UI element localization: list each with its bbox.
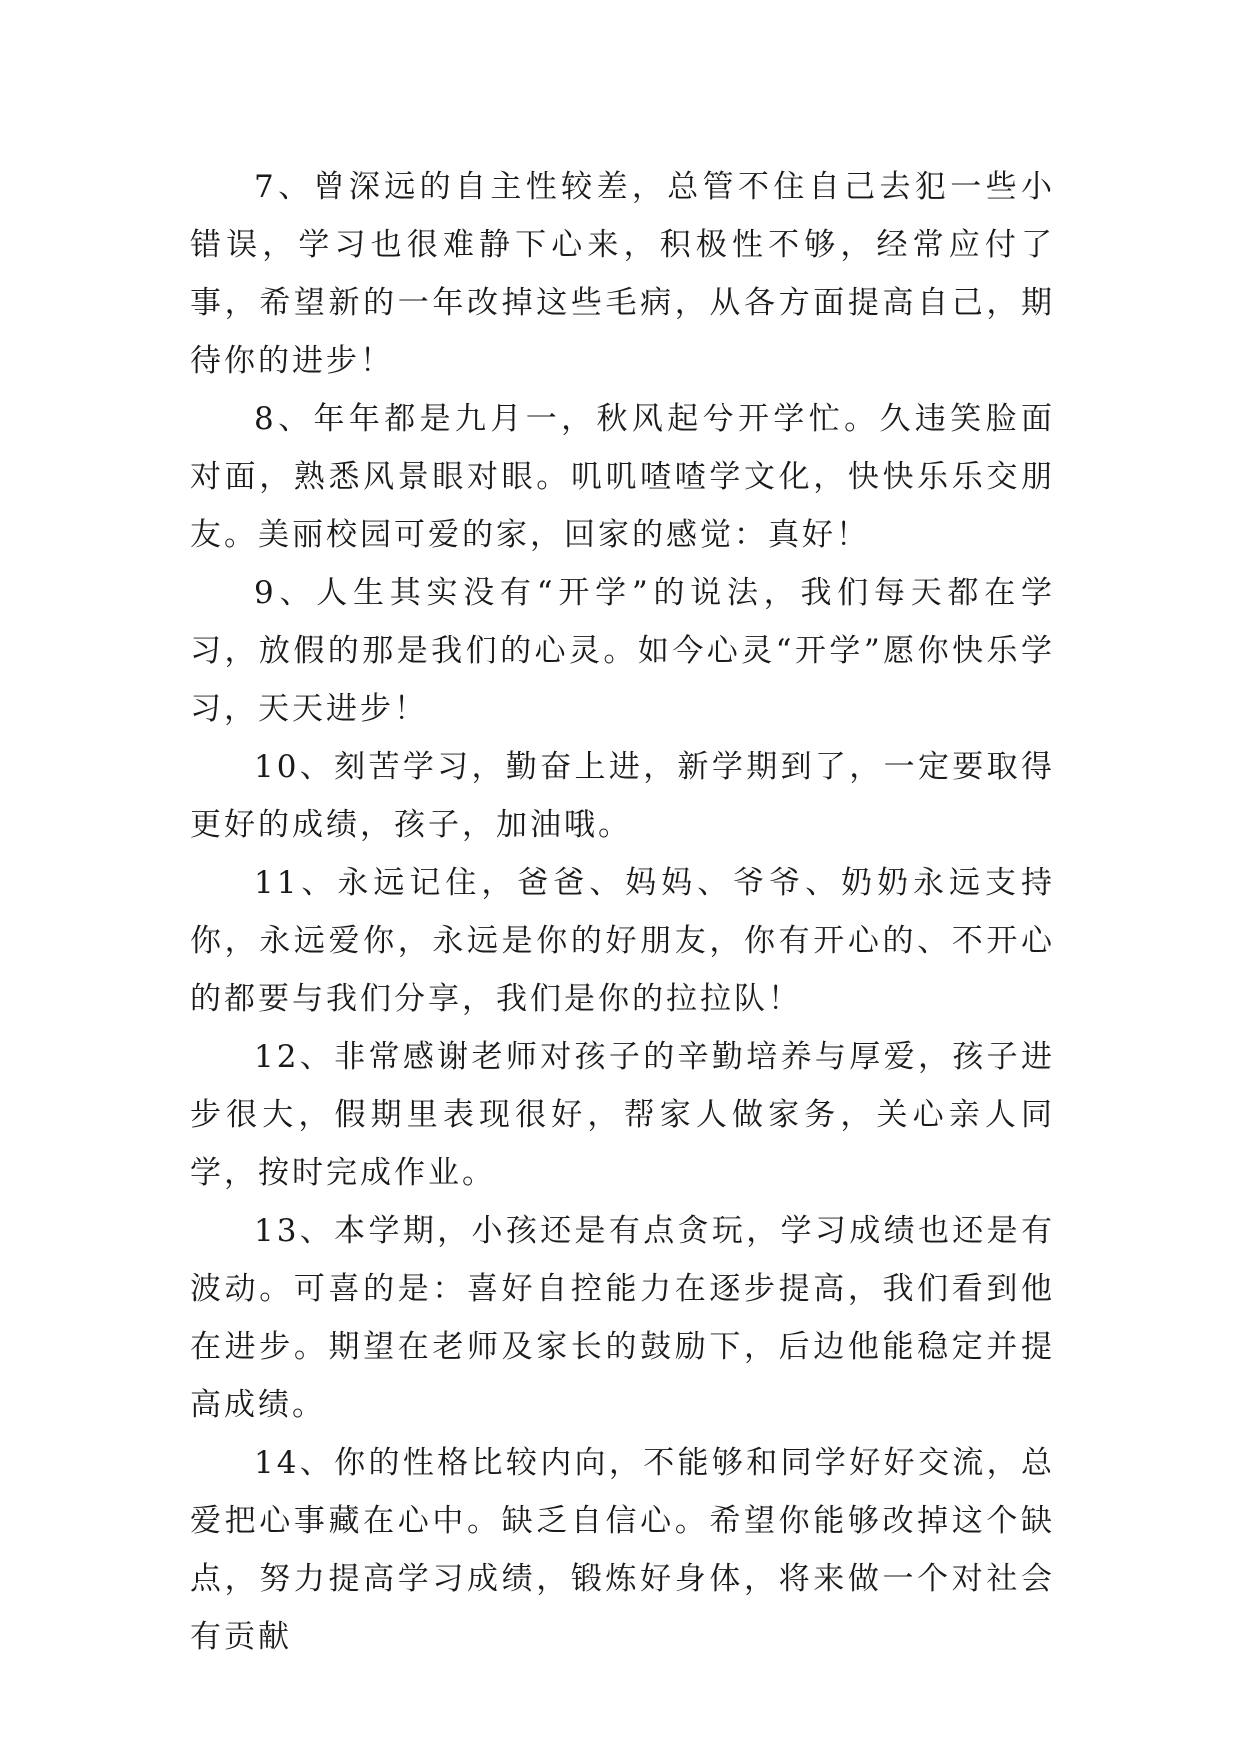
paragraph-10: 10、刻苦学习，勤奋上进，新学期到了，一定要取得更好的成绩，孩子，加油哦。	[190, 749, 1055, 843]
paragraph-14: 14、你的性格比较内向，不能够和同学好好交流，总爱把心事藏在心中。缺乏自信心。希望你能够改掉这个缺点，努力提高学习成绩，锻炼好身体，将来做一个对社会有贡献	[190, 1445, 1055, 1655]
paragraph-7: 7、曾深远的自主性较差，总管不住自己去犯一些小错误，学习也很难静下心来，积极性不够，经常应付了事，希望新的一年改掉这些毛病，从各方面提高自己，期待你的进步！	[190, 169, 1055, 379]
paragraph-13: 13、本学期，小孩还是有点贪玩，学习成绩也还是有波动。可喜的是：喜好自控能力在逐步提高，我们看到他在进步。期望在老师及家长的鼓励下，后边他能稳定并提高成绩。	[190, 1213, 1055, 1423]
paragraph-8: 8、年年都是九月一，秋风起兮开学忙。久违笑脸面对面，熟悉风景眼对眼。叽叽喳喳学文化，快快乐乐交朋友。美丽校园可爱的家，回家的感觉：真好！	[190, 401, 1055, 553]
paragraph-9: 9、人生其实没有“开学”的说法，我们每天都在学习，放假的那是我们的心灵。如今心灵“开学”愿你快乐学习，天天进步！	[190, 575, 1055, 727]
document-body	[190, 158, 1055, 1666]
paragraph-12: 12、非常感谢老师对孩子的辛勤培养与厚爱，孩子进步很大，假期里表现很好，帮家人做家务，关心亲人同学，按时完成作业。	[190, 1039, 1055, 1191]
paragraph-11: 11、永远记住，爸爸、妈妈、爷爷、奶奶永远支持你，永远爱你，永远是你的好朋友，你有开心的、不开心的都要与我们分享，我们是你的拉拉队！	[190, 865, 1055, 1017]
